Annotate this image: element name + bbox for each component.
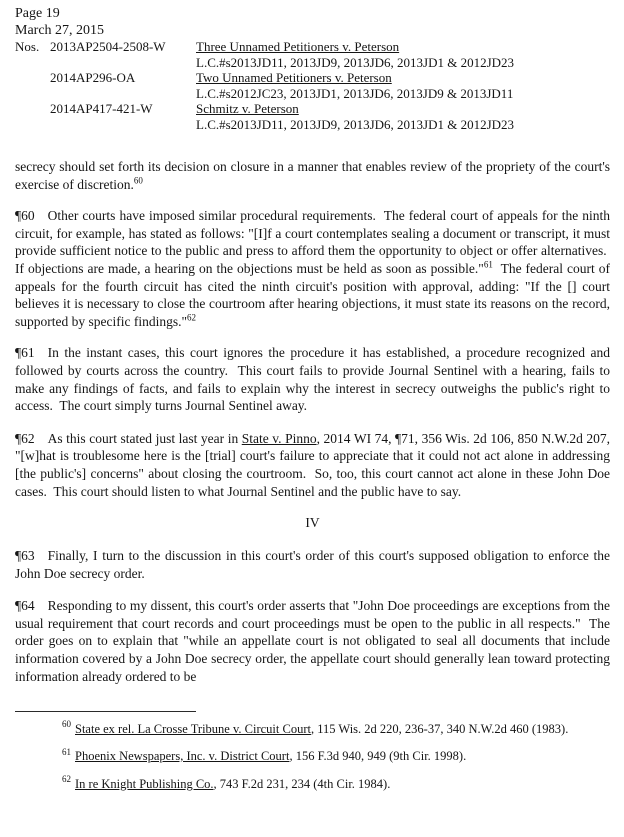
case-name: Two Unnamed Petitioners v. Peterson xyxy=(196,70,392,85)
paragraph-63 xyxy=(15,547,610,582)
paragraph-text: Other courts have imposed similar procedural requirements. The federal court of appeals for the ninth circuit, for example, has stated as follows: "[I]f a court contemplates sealing a document or transcript, it must provide sufficient notice to the public and press to afford them the opportunity to object or offer alternatives. If objections are made, a hearing on the objections must be held as soon as possible."$^{61}$ The federal court of appeals for the fourth circuit has cited the ninth circuit's position with approval, adding: "If the [] court believes it is necessary to close the courtroom after hearing objections, it must state its reasons on the record, supported by specific findings."$^{62}$ xyxy=(15,207,610,330)
footnote-61 xyxy=(15,748,610,764)
case-name: Schmitz v. Peterson xyxy=(196,101,299,116)
paragraph-text: secrecy should set forth its decision on closure in a manner that enables review of the propriety of the court's exercise of discretion.$^{60}$ xyxy=(15,159,610,192)
case-number: 2014AP417-421-W xyxy=(50,101,153,116)
case-lc-numbers: L.C.#s2013JD11, 2013JD9, 2013JD6, 2013JD1 & 2012JD23 xyxy=(196,54,515,70)
case-caption-row xyxy=(15,39,610,70)
footnote-number: 61 xyxy=(62,746,71,757)
paragraph-text: As this court stated just last year in State v. Pinno, 2014 WI 74, ¶71, 356 Wis. 2d 106, 850 N.W.2d 207, "[w]hat is troublesome here is the [trial] court's failure to appreciate that it could not act alone in addressing [the public's] concerns" about closing the courtroom. So, too, this court cannot act alone in these John Doe cases. This court should listen to what Journal Sentinel and the public have to say. xyxy=(15,430,610,499)
case-caption xyxy=(15,39,610,132)
section-heading: IV xyxy=(305,515,320,531)
footnote-text: In re Knight Publishing Co., 743 F.2d 231, 234 (4th Cir. 1984). xyxy=(75,776,391,791)
footnote-62 xyxy=(15,776,610,792)
paragraph-text: In the instant cases, this court ignores the procedure it has established, a procedure recognized and followed by courts across the country. This court fails to provide Journal Sentinel with a hearing, fails to make any findings of facts, and fails to explain why the interest in secrecy outweighs the public's right to access. The court simply turns Journal Sentinel away. xyxy=(15,345,610,414)
page-header xyxy=(15,5,610,132)
case-number: 2013AP2504-2508-W xyxy=(50,39,166,54)
paragraph-marker: ¶64 xyxy=(15,598,35,614)
case-number: 2014AP296-OA xyxy=(50,70,136,85)
opinion-body xyxy=(15,158,610,686)
case-title-block xyxy=(196,101,610,132)
footnote-separator xyxy=(15,711,196,712)
footnote-text: Phoenix Newspapers, Inc. v. District Court, 156 F.3d 940, 949 (9th Cir. 1998). xyxy=(75,749,467,764)
case-title-block xyxy=(196,39,610,70)
paragraph-60 xyxy=(15,207,610,331)
paragraph-62 xyxy=(15,430,610,501)
case-caption-row xyxy=(15,70,610,101)
paragraph-64 xyxy=(15,597,610,686)
paragraph-marker: ¶61 xyxy=(15,345,35,361)
nos-label: Nos. xyxy=(15,39,40,54)
paragraph-marker: ¶63 xyxy=(15,548,35,564)
paragraph-text: Finally, I turn to the discussion in this court's order of this court's supposed obligation to enforce the John Doe secrecy order. xyxy=(15,548,610,581)
page-number: Page 19 xyxy=(15,6,60,21)
paragraph-marker: ¶62 xyxy=(15,430,35,446)
document-date: March 27, 2015 xyxy=(15,23,105,38)
paragraph-text: Responding to my dissent, this court's order asserts that "John Doe proceedings are exceptions from the usual requirement that court records and court proceedings must be open to the public in all respects." The order goes on to explain that "while an appellate court is not obligated to seal all documents that include information covered by a John Doe secrecy order, the appellate court should generally lean toward protecting information already ordered to be xyxy=(15,598,610,684)
footnote-60 xyxy=(15,721,610,737)
footnote-number: 62 xyxy=(62,774,71,785)
case-caption-row xyxy=(15,101,610,132)
footnote-number: 60 xyxy=(62,719,71,730)
footnote-text: State ex rel. La Crosse Tribune v. Circuit Court, 115 Wis. 2d 220, 236-37, 340 N.W.2d 460 (1983). xyxy=(75,721,569,736)
case-title-block xyxy=(196,70,610,101)
case-lc-numbers: L.C.#s2013JD11, 2013JD9, 2013JD6, 2013JD1 & 2012JD23 xyxy=(196,116,515,132)
paragraph-61 xyxy=(15,344,610,415)
paragraph-continuation xyxy=(15,158,610,193)
case-name: Three Unnamed Petitioners v. Peterson xyxy=(196,39,400,54)
paragraph-marker: ¶60 xyxy=(15,207,35,223)
case-lc-numbers: L.C.#s2012JC23, 2013JD1, 2013JD6, 2013JD9 & 2013JD11 xyxy=(196,85,514,101)
footnote-section xyxy=(15,711,610,792)
